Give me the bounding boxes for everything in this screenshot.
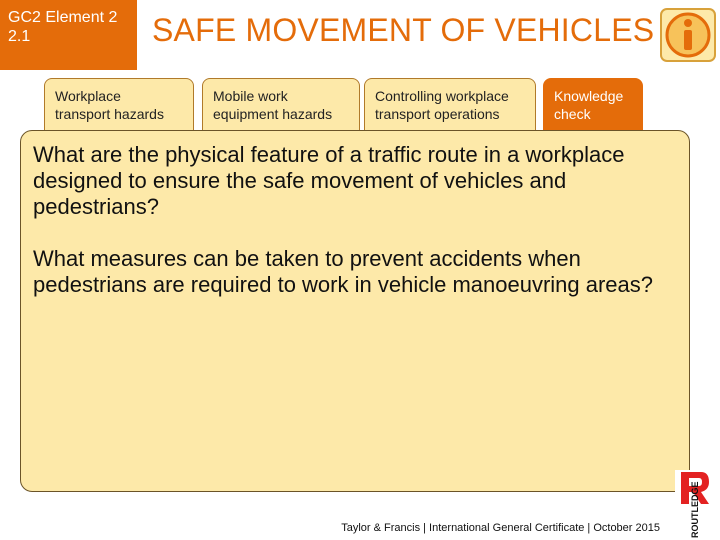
tab-label-line2: transport hazards — [55, 106, 164, 122]
tab-knowledge-check[interactable] — [543, 78, 643, 132]
tab-workplace-transport-hazards[interactable] — [44, 78, 194, 132]
tab-label-line2: equipment hazards — [213, 106, 333, 122]
tab-label-line2: check — [554, 106, 591, 122]
tab-label-line1: Mobile work — [213, 88, 288, 104]
question-2: What measures can be taken to prevent accidents when pedestrians are required to work in vehicle manoeuvring areas? — [33, 246, 654, 297]
footer-text: Taylor & Francis | International General Certificate | October 2015 — [341, 522, 660, 534]
info-icon — [660, 8, 716, 62]
page-title: SAFE MOVEMENT OF VEHICLES — [152, 12, 655, 48]
element-badge — [0, 0, 137, 70]
element-badge-line2: 2.1 — [8, 28, 31, 45]
tab-label-line2: transport operations — [375, 106, 500, 122]
tab-label-line1: Controlling workplace — [375, 88, 509, 104]
routledge-logo — [675, 470, 711, 540]
tab-label-line1: Workplace — [55, 88, 121, 104]
tab-mobile-work-equipment-hazards[interactable] — [202, 78, 360, 132]
element-badge-line1: GC2 Element 2 — [8, 9, 118, 26]
tab-controlling-workplace-transport[interactable] — [364, 78, 536, 132]
question-1: What are the physical feature of a traffic route in a workplace designed to ensure the safe movement of vehicles and pedestrians? — [33, 142, 625, 219]
tab-label-line1: Knowledge — [554, 88, 624, 104]
routledge-logo-text: ROUTLEDGE — [690, 481, 700, 538]
